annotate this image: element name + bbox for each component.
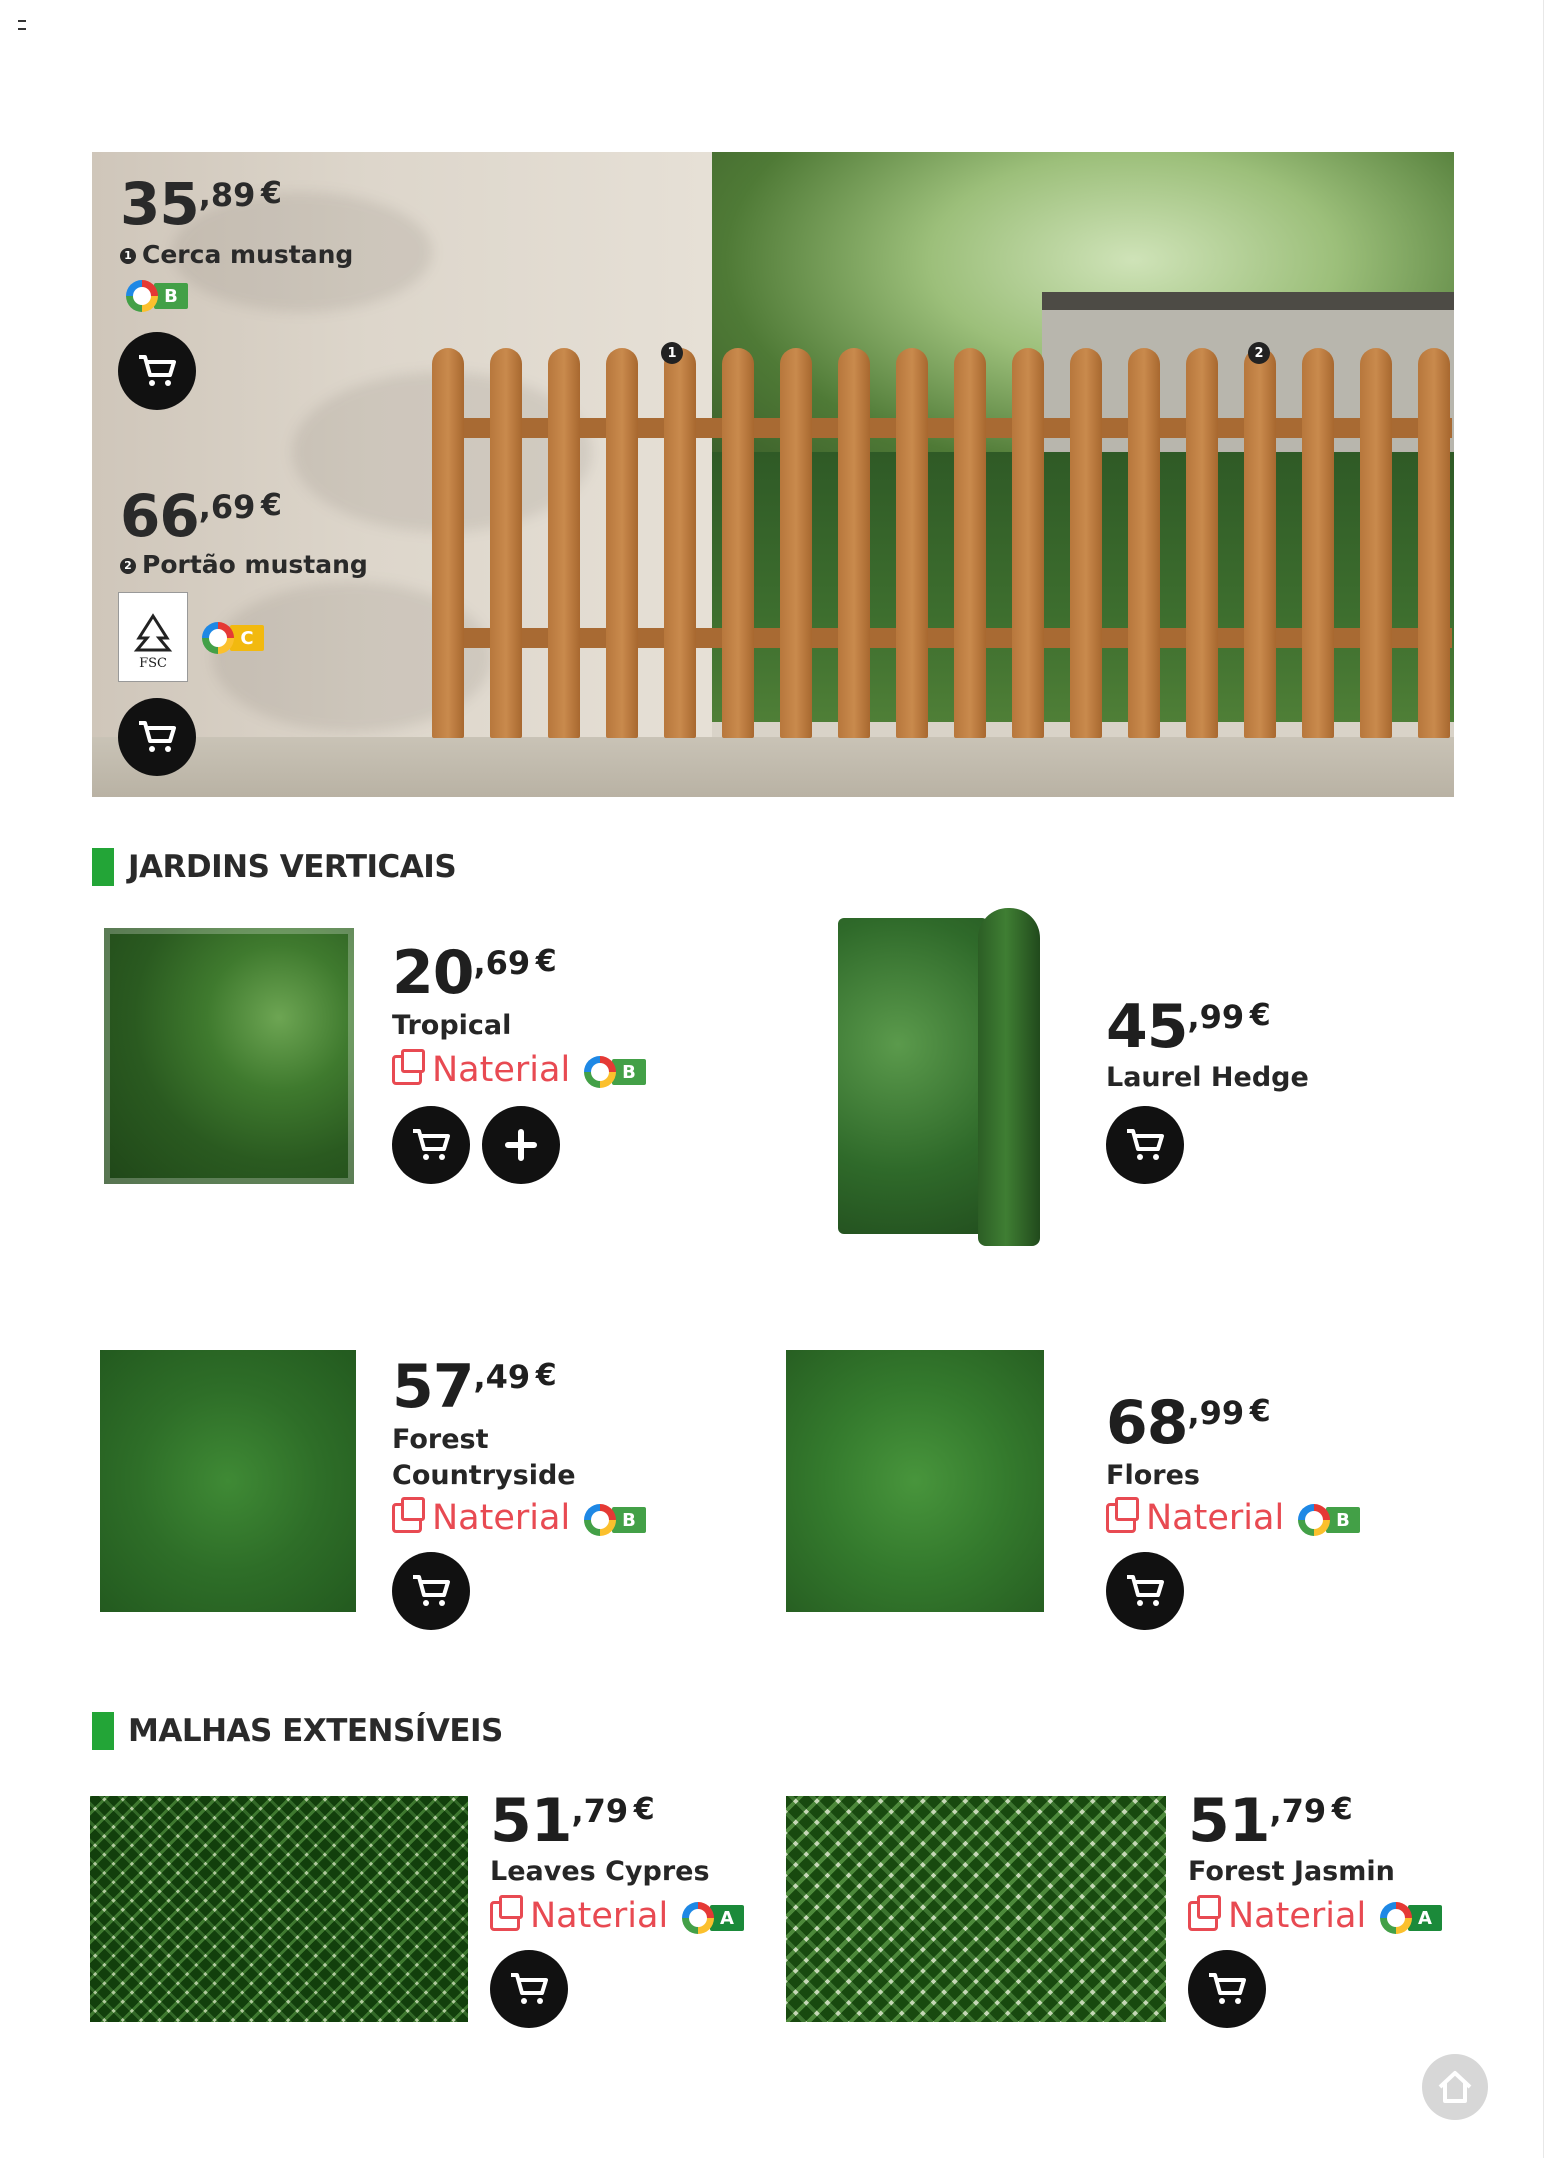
eco-score-badge: B [1298, 1504, 1360, 1536]
eco-score-badge: B [584, 1056, 646, 1088]
eco-wheel-icon [584, 1504, 616, 1536]
add-to-cart-button[interactable] [490, 1950, 568, 2028]
hero-name-1: 1 Cerca mustang [120, 240, 353, 269]
copy-icon [392, 1055, 422, 1085]
product-price: 51,79 € [490, 1786, 655, 1856]
naterial-link[interactable]: Naterial [392, 1050, 570, 1090]
cart-icon [1125, 1573, 1165, 1609]
eco-score-badge: A [1380, 1902, 1442, 1934]
section-header: MALHAS EXTENSÍVEIS [92, 1712, 503, 1750]
product-image-laurel-hedge[interactable] [838, 908, 1042, 1246]
product-name: Forest Countryside [392, 1424, 576, 1491]
more-options-button[interactable] [482, 1106, 560, 1184]
cart-icon [509, 1971, 549, 2007]
menu-icon[interactable] [18, 20, 26, 30]
naterial-link[interactable]: Naterial [1106, 1498, 1284, 1538]
product-price: 57,49 € [392, 1352, 557, 1422]
cart-icon [1125, 1127, 1165, 1163]
hero-price-2: 66,69 € [120, 482, 282, 550]
product-name: Laurel Hedge [1106, 1062, 1309, 1093]
product-price: 20,69 € [392, 938, 557, 1008]
hero-fence-image [92, 152, 1454, 797]
plus-icon [503, 1127, 539, 1163]
product-name: Leaves Cypres [490, 1856, 710, 1887]
add-to-cart-button[interactable] [1106, 1106, 1184, 1184]
add-to-cart-button[interactable] [118, 698, 196, 776]
cart-icon [1207, 1971, 1247, 2007]
hero-name-2: 2 Portão mustang [120, 550, 368, 579]
product-name: Tropical [392, 1010, 512, 1041]
copy-icon [490, 1901, 520, 1931]
fsc-logo: FSC [118, 592, 188, 682]
copy-icon [392, 1503, 422, 1533]
product-image-forest-countryside[interactable] [100, 1350, 356, 1612]
add-to-cart-button[interactable] [1106, 1552, 1184, 1630]
fence-marker-1[interactable]: 1 [661, 342, 683, 364]
product-image-forest-jasmin[interactable] [786, 1796, 1166, 2022]
naterial-link[interactable]: Naterial [1188, 1896, 1366, 1936]
product-image-tropical[interactable] [104, 928, 354, 1184]
eco-score-badge: A [682, 1902, 744, 1934]
eco-wheel-icon [126, 280, 158, 312]
cart-icon [411, 1573, 451, 1609]
eco-score-badge: B [126, 280, 188, 312]
eco-wheel-icon [584, 1056, 616, 1088]
hero-price-1: 35,89 € [120, 170, 282, 238]
add-to-cart-button[interactable] [118, 332, 196, 410]
cart-icon [137, 353, 177, 389]
naterial-link[interactable]: Naterial [490, 1896, 668, 1936]
eco-score-badge: B [584, 1504, 646, 1536]
section-header: JARDINS VERTICAIS [92, 848, 456, 886]
eco-wheel-icon [1298, 1504, 1330, 1536]
product-name: Forest Jasmin [1188, 1856, 1395, 1887]
cart-icon [411, 1127, 451, 1163]
copy-icon [1106, 1503, 1136, 1533]
product-name: Flores [1106, 1460, 1200, 1491]
eco-wheel-icon [682, 1902, 714, 1934]
product-price: 68,99 € [1106, 1388, 1271, 1458]
product-price: 45,99 € [1106, 992, 1271, 1062]
eco-wheel-icon [202, 622, 234, 654]
product-price: 51,79 € [1188, 1786, 1353, 1856]
cart-icon [137, 719, 177, 755]
home-icon [1435, 2068, 1475, 2106]
add-to-cart-button[interactable] [1188, 1950, 1266, 2028]
fsc-tree-icon [131, 612, 175, 656]
add-to-cart-button[interactable] [392, 1552, 470, 1630]
naterial-link[interactable]: Naterial [392, 1498, 570, 1538]
home-button[interactable] [1422, 2054, 1488, 2120]
product-image-leaves-cypres[interactable] [90, 1796, 468, 2022]
eco-wheel-icon [1380, 1902, 1412, 1934]
product-image-flores[interactable] [786, 1350, 1044, 1612]
add-to-cart-button[interactable] [392, 1106, 470, 1184]
eco-score-badge: C [202, 622, 264, 654]
fence-marker-2[interactable]: 2 [1248, 342, 1270, 364]
wooden-fence [432, 348, 1452, 748]
copy-icon [1188, 1901, 1218, 1931]
